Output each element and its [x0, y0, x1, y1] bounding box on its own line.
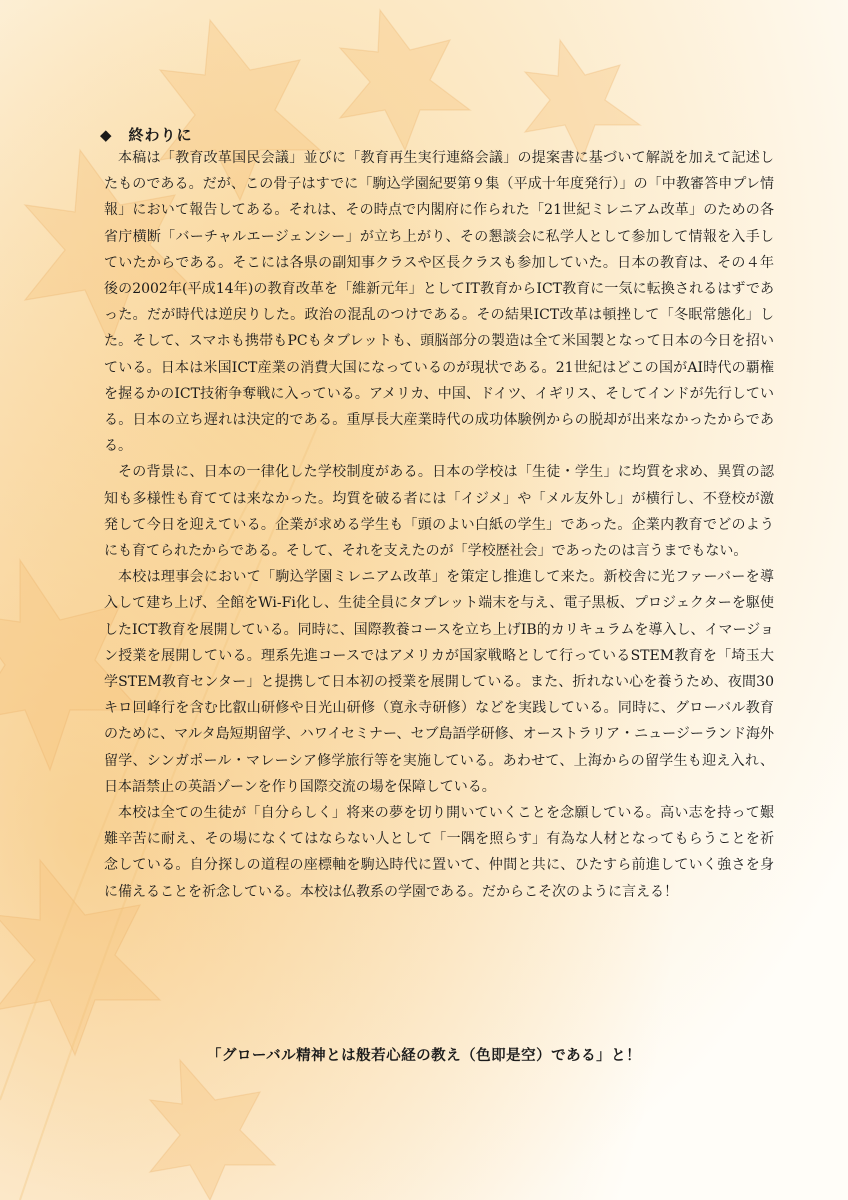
closing-statement: 「グローバル精神とは般若心経の教え（色即是空）である」と！ [206, 1047, 642, 1064]
section-heading [100, 124, 193, 145]
paragraph: その背景に、日本の一律化した学校制度がある。日本の学校は「生徒・学生」に均質を求め、異質の認知も多様性も育てては来なかった。均質を破る者には「イジメ」や「メル友外し」が横行し、不登校が激発して今日を迎えている。企業が求める学生も「頭のよい白紙の学生」であった。企業内教育でどのようにも育てられたからである。そして、それを支えたのが「学校歴社会」であったのは言うまでもない。 [104, 464, 774, 560]
paragraph: 本校は理事会において「駒込学園ミレニアム改革」を策定し推進して来た。新校舎に光ファーバーを導入して建ち上げ、全館をWi-Fi化し、生徒全員にタブレット端末を与え、電子黒板、プロジェクターを駆使したICT教育を展開している。同時に、国際教養コースを立ち上げIB的カリキュラムを導入し、イマージョン授業を展開している。理系先進コースではアメリカが国家戦略として行っているSTEM教育を「埼玉大学STEM教育センター」と提携して日本初の授業を展開している。また、折れない心を養うため、夜間30キロ回峰行を含む比叡山研修や日光山研修（寛永寺研修）などを実践している。同時に、グローバル教育のために、マルタ島短期留学、ハワイセミナー、セブ島語学研修、オーストラリア・ニュージーランド海外留学、シンガポール・マレーシア修学旅行等を実施している。あわせて、上海からの留学生も迎え入れ、日本語禁止の英語ゾーンを作り国際交流の場を保障している。 [104, 569, 774, 795]
paragraph: 本校は全ての生徒が「自分らしく」将来の夢を切り開いていくことを念願している。高い志を持って艱難辛苦に耐え、その場になくてはならない人として「一隅を照らす」有為な人材となってもらうことを祈念している。自分探しの道程の座標軸を駒込時代に置いて、仲間と共に、ひたすら前進していく強さを身に備えることを祈念している。本校は仏教系の学園である。だからこそ次のように言える！ [104, 805, 774, 900]
paragraph: 本稿は「教育改革国民会議」並びに「教育再生実行連絡会議」の提案書に基づいて解説を加えて記述したものである。だが、この骨子はすでに「駒込学園紀要第９集（平成十年度発行）」の「中教審答申プレ情報」において報告してある。それは、その時点で内閣府に作られた「21世紀ミレニアム改革」のための各省庁横断「バーチャルエージェンシー」が立ち上がり、その懇談会に私学人として参加して情報を入手していたからである。そこには各県の副知事クラスや区長クラスも参加していた。日本の教育は、その４年後の2002年(平成14年)の教育改革を「維新元年」としてIT教育からICT教育に一気に転換されるはずであった。だが時代は逆戻りした。政治の混乱のつけである。その結果ICT改革は頓挫して「冬眠常態化」した。そして、スマホも携帯もPCもタブレットも、頭脳部分の製造は全て米国製となって日本の今日を招いている。日本は米国ICT産業の消費大国になっているのが現状である。21世紀はどこの国がAI時代の覇権を握るかのICT技術争奪戦に入っている。アメリカ、中国、ドイツ、イギリス、そしてインドが先行している。日本の立ち遅れは決定的である。重厚長大産業時代の成功体験例からの脱却が出来なかったからである。 [104, 150, 774, 455]
section-title: 終わりに [128, 126, 193, 144]
diamond-bullet-icon: ◆ [100, 126, 113, 144]
body-text [104, 145, 774, 905]
